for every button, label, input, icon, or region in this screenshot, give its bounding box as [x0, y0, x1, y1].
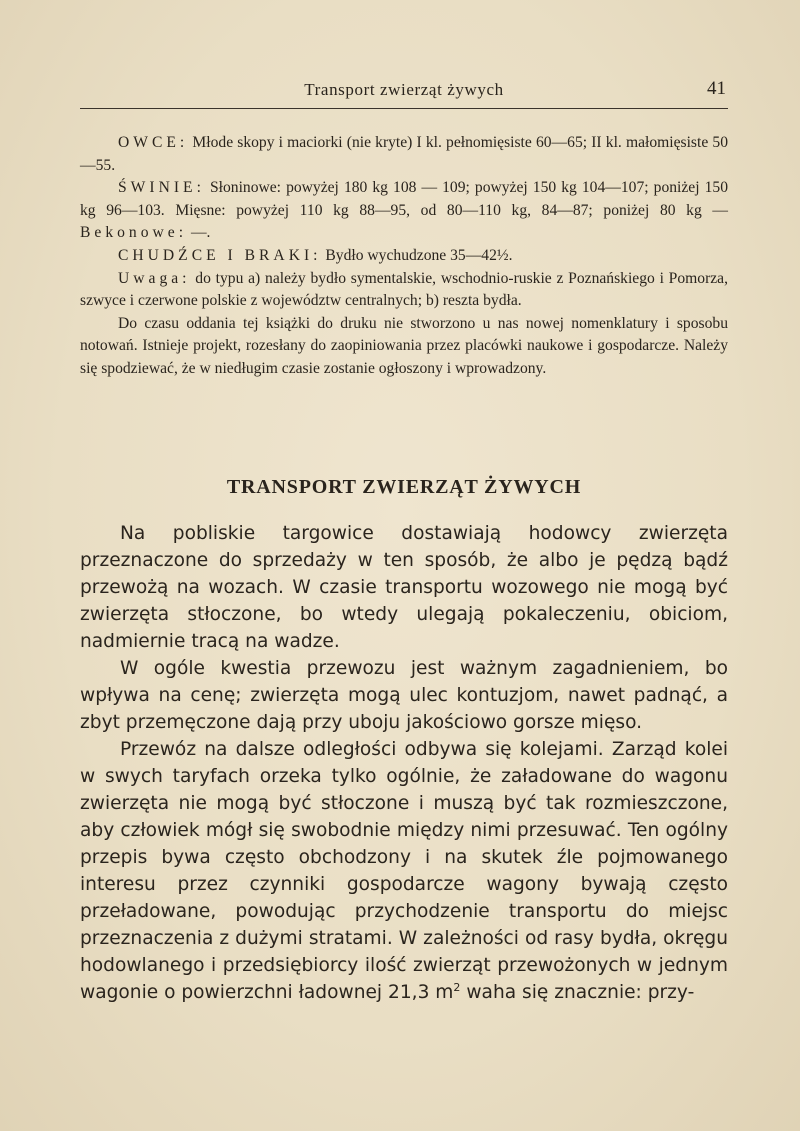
paragraph-3-end: waha się znacznie: przy-	[466, 982, 695, 1003]
paragraph-3-text: Przewóz na dalsze odległości odbywa się kolejami. Zarząd kolei w swych taryfach orzeka tylko ogólnie, że załadowane do wagonu zwierzęta nie mogą być stłoczone i muszą być tak rozmieszczone, aby człowiek mógł się swobodnie między nimi przesuwać. Ten ogólny przepis bywa często obchodzony i na skutek źle pojmowanego interesu przez czynniki gospodarcze wagony bywają często przeładowane, powodując przychodzenie transportu do miejsc przeznaczenia z dużymi stratami. W zależności od rasy bydła, okręgu hodowlanego i przedsiębiorcy ilość zwierząt przewożonych w jednym wagonie o powierzchni ładownej 21,3 m	[80, 739, 728, 1003]
bekonowe-label: Bekonowe:	[80, 224, 188, 242]
swinie-entry	[80, 177, 728, 245]
owce-label: OWCE:	[118, 134, 189, 151]
chudzce-entry	[80, 245, 728, 268]
uwaga-entry	[80, 268, 728, 313]
chudzce-text: Bydło wychudzone 35—42½.	[325, 246, 513, 264]
uwaga-text: do typu a) należy bydło symentalskie, wschodnio-ruskie z Poznańskiego i Pomorza, szwyce i czerwone polskie z województw centralnych; b) reszta bydła.	[80, 269, 729, 310]
owce-text: Młode skopy i maciorki (nie kryte) I kl. pełnomięsiste 60—65; II kl. małomięsiste 50—55.	[80, 134, 728, 174]
page-number: 41	[707, 78, 726, 99]
paragraph-3	[80, 736, 728, 1006]
price-notes	[80, 132, 728, 381]
chudzce-label: CHUDŹCE I BRAKI:	[118, 246, 322, 264]
uwaga-label: Uwaga:	[118, 269, 191, 287]
paragraph-1: Na pobliskie targowice dostawiają hodowcy zwierzęta przeznaczone do sprzedaży w ten sposób, że albo je pędzą bądź przewożą na wozach. W czasie transportu wozowego nie mogą być zwierzęta stłoczone, bo wtedy ulegają pokaleczeniu, obiciom, nadmiernie tracą na wadze.	[80, 523, 728, 652]
swinie-text: Słoninowe: powyżej 180 kg 108 — 109; powyżej 150 kg 104—107; poniżej 150 kg 96—103. Mięsne: powyżej 110 kg 88—95, od 80—110 kg, 84—87; poniżej 80 kg —	[80, 179, 728, 219]
section-body	[80, 520, 728, 1006]
owce-entry	[80, 132, 728, 177]
section-title: TRANSPORT ZWIERZĄT ŻYWYCH	[226, 476, 582, 498]
swinie-label: ŚWINIE:	[118, 179, 205, 197]
square-superscript: 2	[453, 981, 461, 994]
swinie-text-end: —.	[190, 224, 211, 242]
running-title: Transport zwierząt żywych	[304, 80, 504, 99]
closing-note: Do czasu oddania tej książki do druku nie stworzono u nas nowej nomenklatury i sposobu notowań. Istnieje projekt, rozesłany do zaopiniowania przez placówki naukowe i gospodarcze. Należy się spodziewać, że w niedługim czasie zostanie ogłoszony i wprowadzony.	[80, 314, 728, 377]
running-header	[80, 78, 728, 109]
paragraph-2: W ogóle kwestia przewozu jest ważnym zagadnieniem, bo wpływa na cenę; zwierzęta mogą ulec kontuzjom, nawet padnąć, a zbyt przemęczone dają przy uboju jakościowo gorsze mięso.	[80, 658, 728, 733]
